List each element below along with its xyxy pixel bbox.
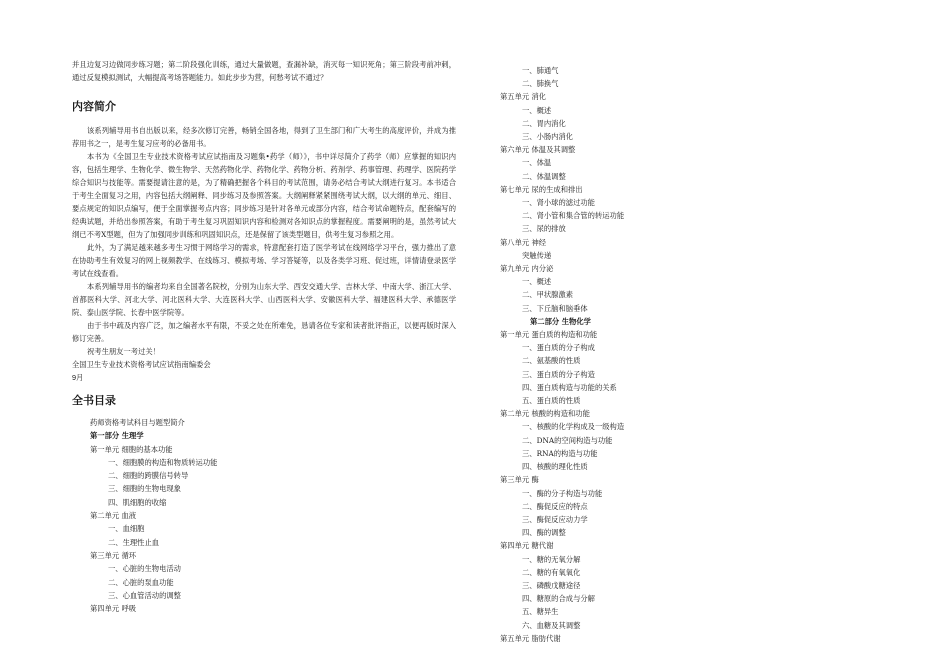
intro-paragraph: 本书为《全国卫生专业技术资格考试应试指南及习题集•药学（师）》，书中详尽简介了药学（师）应掌握的知识内容，包括生理学、生物化学、微生物学、天然药物化学、药物化学、药物分析、药剂学、药事管理、药理学、医院药学综合知识与技能等。需要提请注意的是，为了精确把握各个科目的考试范围，请务必结合考试大纲进行复习。本书适合于考生全面复习之用，内容包括大纲阐释、同步练习及参照答案。大纲阐释紧紧围绕考试大纲，以大纲的单元、细目、要点规定的知识点编写，便于全面掌握考点内容；同步练习是针对各单元或部分内容，结合考试命题特点，配套编写的经典试题，并给出参照答案，有助于考生复习巩固知识内容和检测对各知识点的掌握程度。需要阐明的是，虽然考试大纲已不考X型题，但为了加强同步训练和巩固知识点，还是保留了该类型题目，供考生复习参照之用。 [72, 152, 456, 239]
toc-subitem: 二、细胞的跨膜信号转导 [108, 471, 189, 481]
toc-subitem: 三、磷酸戊糖途径 [522, 580, 581, 590]
toc-subitem: 二、肺换气 [522, 79, 559, 89]
intro-paragraph: 祝考生朋友一考过关！ [87, 347, 160, 356]
toc-subitem: 二、酶促反应的特点 [522, 501, 588, 511]
toc-subitem: 一、肺通气 [522, 66, 559, 75]
signature: 全国卫生专业技术资格考试应试指南编委会 [72, 360, 211, 369]
toc-subitem: 四、核酸的理化性质 [522, 462, 588, 472]
toc-unit-item: 第五单元 脂肪代谢 [500, 633, 561, 643]
toc-unit-item: 药师资格考试科目与题型简介 [90, 418, 185, 427]
toc-subitem: 五、蛋白质的性质 [522, 396, 581, 406]
toc-subitem: 一、核酸的化学构成及一级构造 [522, 422, 625, 432]
toc-unit-item: 第七单元 尿的生成和排出 [500, 184, 583, 194]
toc-unit-item: 第二单元 核酸的构造和功能 [500, 409, 590, 419]
left-column [72, 58, 456, 615]
toc-subitem: 四、蛋白质构造与功能的关系 [522, 382, 617, 392]
toc-subitem: 三、酶促反应动力学 [522, 514, 588, 524]
toc-unit-item: 第二单元 血液 [90, 511, 137, 521]
toc-subitem: 一、蛋白质的分子构成 [522, 343, 595, 353]
toc-subitem: 一、糖的无氧分解 [522, 554, 581, 564]
toc-subitem: 三、细胞的生物电现象 [108, 484, 181, 494]
intro-paragraph: 该系列辅导用书自出版以来，经多次修订完善，畅销全国各地，得到了卫生部门和广大考生的高度评价，并成为推荐用书之一，是考生复习应考的必备用书。 [72, 126, 456, 148]
toc-subitem: 二、生理性止血 [108, 537, 160, 547]
toc-subitem: 三、RNA的构造与功能 [522, 448, 598, 458]
toc-subitem: 六、血糖及其调整 [522, 620, 581, 630]
toc-unit-item: 第一单元 蛋白质的构造和功能 [500, 330, 598, 340]
toc-subitem: 三、小肠内消化 [522, 132, 574, 142]
toc-subitem: 四、糖原的合成与分解 [522, 594, 595, 604]
toc-subitem: 一、肾小球的滤过功能 [522, 198, 595, 208]
toc-subitem: 二、DNA的空间构造与功能 [522, 435, 613, 445]
toc-subitem: 三、尿的排放 [522, 224, 566, 234]
toc-unit-item: 第三单元 循环 [90, 550, 137, 560]
toc-subitem: 一、细胞膜的构造和物质转运功能 [108, 457, 218, 467]
toc-subitem: 二、氨基酸的性质 [522, 356, 581, 366]
toc-subitem: 四、肌细胞的收缩 [108, 497, 167, 507]
toc-subitem: 二、胃内消化 [522, 118, 566, 128]
toc-subitem: 二、甲状腺激素 [522, 290, 574, 300]
toc-left-list [72, 416, 456, 615]
toc-unit-item: 第九单元 内分泌 [500, 264, 554, 274]
toc-subitem: 一、血细胞 [108, 524, 145, 534]
toc-subitem: 一、概述 [522, 105, 552, 115]
intro-paragraph: 由于书中疏及内容广泛，加之编者水平有限，不妥之处在所难免，恳请各位专家和读者批评指正，以便再版时深入修订完善。 [72, 321, 456, 343]
toc-subitem: 二、体温调整 [522, 171, 566, 181]
toc-unit-item: 第四单元 呼吸 [90, 604, 137, 614]
toc-unit-item: 第五单元 消化 [500, 92, 547, 102]
toc-unit-item: 第四单元 糖代谢 [500, 541, 554, 551]
toc-unit-item: 第六单元 体温及其调整 [500, 145, 576, 155]
toc-unit-item: 第八单元 神经 [500, 237, 547, 247]
toc-unit-item: 第一单元 细胞的基本功能 [90, 444, 173, 454]
toc-subitem: 突触传递 [522, 250, 552, 260]
intro-tail-paragraph: 并且边复习边做同步练习题；第二阶段强化训练，通过大量做题，查漏补缺，消灭每一知识死角；第三阶段考前冲刺，通过反复模拟测试，大幅提高考场答题能力。如此步步为营，何愁考试不通过？ [72, 60, 456, 82]
toc-subitem: 三、蛋白质的分子构造 [522, 369, 595, 379]
toc-subitem: 二、肾小管和集合管的转运功能 [522, 211, 625, 221]
intro-paragraph: 此外，为了满足越来越多考生习惯于网络学习的需求，特意配套打造了医学考试在线网络学习平台，强力推出了意在协助考生有效复习的网上视频教学、在线练习、模拟考场、学习答疑等，以及各类学习班、促过班，详情请登录医学考试在线查看。 [72, 243, 456, 278]
section-title-toc: 全书目录 [72, 394, 116, 407]
toc-subitem: 二、糖的有氧氧化 [522, 567, 581, 577]
toc-part-heading: 第一部分 生理学 [90, 431, 144, 441]
signature-date: 9月 [72, 373, 84, 382]
toc-subitem: 一、心脏的生物电活动 [108, 564, 181, 574]
toc-unit-item: 第三单元 酶 [500, 475, 539, 485]
section-title-content-intro: 内容简介 [72, 100, 116, 113]
toc-part-heading: 第二部分 生物化学 [530, 316, 591, 326]
toc-subitem: 一、酶的分子构造与功能 [522, 488, 603, 498]
toc-right-list [500, 64, 720, 645]
toc-subitem: 一、体温 [522, 158, 552, 168]
toc-subitem: 二、心脏的泵血功能 [108, 577, 174, 587]
intro-paragraph: 本系列辅导用书的编者均来自全国著名院校，分别为山东大学、西安交通大学、吉林大学、中南大学、浙江大学、首都医科大学、河北大学、河北医科大学、大连医科大学、山西医科大学、安徽医科大学、福建医科大学、承德医学院、泰山医学院、长春中医学院等。 [72, 282, 456, 317]
toc-subitem: 一、概述 [522, 277, 552, 287]
toc-subitem: 四、酶的调整 [522, 528, 566, 538]
toc-subitem: 五、糖异生 [522, 607, 559, 617]
toc-subitem: 三、下丘脑和脑垂体 [522, 303, 588, 313]
toc-subitem: 三、心血管活动的调整 [108, 590, 181, 600]
